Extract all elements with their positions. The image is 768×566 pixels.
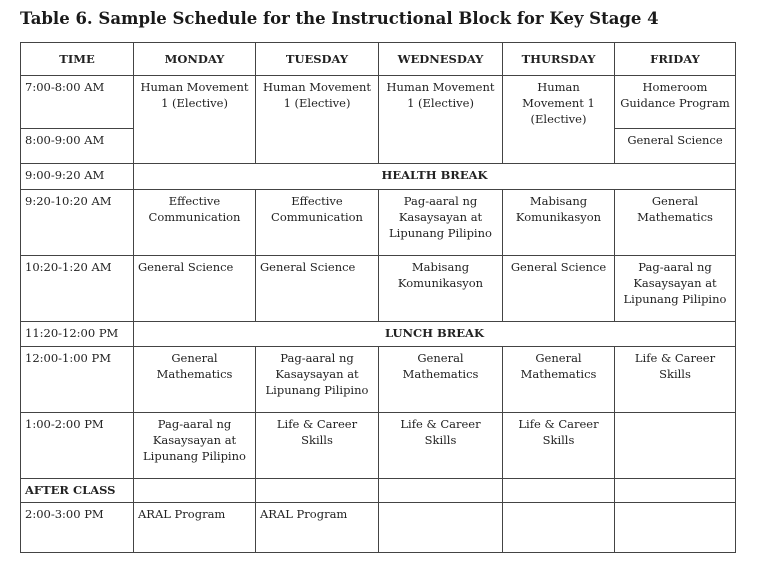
schedule-cell: General Science xyxy=(615,129,736,164)
schedule-cell: Life & Career Skills xyxy=(256,413,379,479)
schedule-cell: Life & Career Skills xyxy=(379,413,503,479)
table-row xyxy=(21,76,736,129)
schedule-cell: Pag-aaral ng Kasaysayan at Lipunang Pilipino xyxy=(134,413,256,479)
table-row xyxy=(21,503,736,553)
lunch-break-cell: LUNCH BREAK xyxy=(134,322,736,347)
header-row xyxy=(21,43,736,76)
schedule-cell: Effective Communication xyxy=(134,190,256,256)
time-cell: 7:00-8:00 AM xyxy=(21,76,134,129)
time-cell: 2:00-3:00 PM xyxy=(21,503,134,553)
schedule-cell xyxy=(615,479,736,503)
time-cell: 1:00-2:00 PM xyxy=(21,413,134,479)
schedule-cell: General Science xyxy=(503,256,615,322)
schedule-cell: Pag-aaral ng Kasaysayan at Lipunang Pilipino xyxy=(256,347,379,413)
health-break-cell: HEALTH BREAK xyxy=(134,164,736,190)
schedule-cell: Pag-aaral ng Kasaysayan at Lipunang Pilipino xyxy=(615,256,736,322)
table-row xyxy=(21,479,736,503)
schedule-cell: General Science xyxy=(256,256,379,322)
time-cell: 11:20-12:00 PM xyxy=(21,322,134,347)
schedule-cell: Homeroom Guidance Program xyxy=(615,76,736,129)
schedule-cell: General Science xyxy=(134,256,256,322)
schedule-table xyxy=(20,42,736,553)
schedule-cell: ARAL Program xyxy=(134,503,256,553)
time-cell: 9:20-10:20 AM xyxy=(21,190,134,256)
table-row xyxy=(21,164,736,190)
schedule-cell xyxy=(503,503,615,553)
schedule-cell: Human Movement 1 (Elective) xyxy=(134,76,256,164)
time-cell: 9:00-9:20 AM xyxy=(21,164,134,190)
schedule-cell: Life & Career Skills xyxy=(503,413,615,479)
time-cell: 8:00-9:00 AM xyxy=(21,129,134,164)
schedule-cell: Life & Career Skills xyxy=(615,347,736,413)
table-row xyxy=(21,190,736,256)
header-thursday: THURSDAY xyxy=(503,43,615,76)
schedule-cell: Human Movement 1 (Elective) xyxy=(379,76,503,164)
schedule-cell xyxy=(615,503,736,553)
header-time: TIME xyxy=(21,43,134,76)
header-wednesday: WEDNESDAY xyxy=(379,43,503,76)
schedule-cell xyxy=(134,479,256,503)
schedule-cell xyxy=(256,479,379,503)
schedule-cell: Human Movement 1 (Elective) xyxy=(256,76,379,164)
schedule-cell: General Mathematics xyxy=(615,190,736,256)
schedule-cell: General Mathematics xyxy=(503,347,615,413)
table-row xyxy=(21,256,736,322)
schedule-cell: General Mathematics xyxy=(379,347,503,413)
schedule-cell: Mabisang Komunikasyon xyxy=(503,190,615,256)
table-row xyxy=(21,322,736,347)
schedule-cell xyxy=(503,479,615,503)
header-tuesday: TUESDAY xyxy=(256,43,379,76)
table-caption: Table 6. Sample Schedule for the Instructional Block for Key Stage 4 xyxy=(20,9,659,28)
schedule-cell: General Mathematics xyxy=(134,347,256,413)
table-row xyxy=(21,413,736,479)
time-cell: 10:20-1:20 AM xyxy=(21,256,134,322)
schedule-cell: ARAL Program xyxy=(256,503,379,553)
schedule-cell xyxy=(379,503,503,553)
schedule-cell: Mabisang Komunikasyon xyxy=(379,256,503,322)
schedule-cell: Human Movement 1 (Elective) xyxy=(503,76,615,164)
schedule-cell: Effective Communication xyxy=(256,190,379,256)
header-monday: MONDAY xyxy=(134,43,256,76)
time-cell: 12:00-1:00 PM xyxy=(21,347,134,413)
schedule-cell xyxy=(615,413,736,479)
schedule-cell: Pag-aaral ng Kasaysayan at Lipunang Pilipino xyxy=(379,190,503,256)
table-row xyxy=(21,347,736,413)
header-friday: FRIDAY xyxy=(615,43,736,76)
time-cell: AFTER CLASS xyxy=(21,479,134,503)
schedule-cell xyxy=(379,479,503,503)
